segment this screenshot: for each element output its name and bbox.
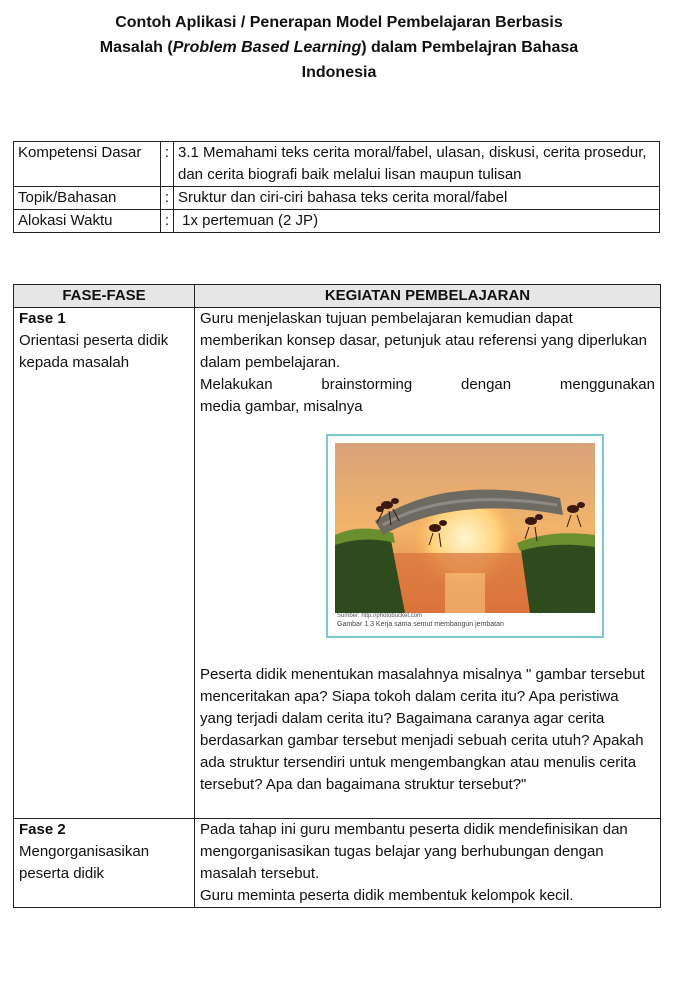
info-value: 1x pertemuan (2 JP): [174, 210, 660, 233]
phase-name: Mengorganisasikan peserta didik: [19, 843, 150, 882]
activity-paragraph: Guru meminta peserta didik membentuk kelompok kecil.: [200, 887, 574, 904]
title-line-2-pre: Masalah (: [99, 39, 173, 56]
document-title: [0, 10, 678, 85]
info-colon: :: [161, 187, 174, 210]
phase-row-1: [14, 308, 661, 819]
activity-table: [13, 284, 661, 908]
activity-paragraph: Melakukan brainstorming dengan menggunakan: [200, 376, 655, 393]
activity-header-row: [14, 285, 661, 308]
info-table: [13, 141, 660, 233]
info-label: Topik/Bahasan: [14, 187, 161, 210]
activity-paragraph: Pada tahap ini guru membantu peserta didik mendefinisikan dan mengorganisasikan tugas belajar yang berhubungan dengan masalah tersebut.: [200, 821, 628, 882]
info-label: Alokasi Waktu: [14, 210, 161, 233]
activity-cell: [195, 308, 661, 819]
header-phase: FASE-FASE: [14, 285, 195, 308]
info-colon: :: [161, 142, 174, 187]
title-line-2: [0, 35, 678, 60]
ants-bridge-image: [335, 443, 595, 613]
title-line-1: Contoh Aplikasi / Penerapan Model Pembelajaran Berbasis: [115, 14, 563, 31]
activity-paragraph: media gambar, misalnya: [200, 398, 363, 415]
info-value: 3.1 Memahami teks cerita moral/fabel, ulasan, diskusi, cerita prosedur, dan cerita biografi baik melalui lisan maupun tulisan: [174, 142, 660, 187]
info-label: Kompetensi Dasar: [14, 142, 161, 187]
phase-number: Fase 2: [19, 821, 66, 838]
activity-cell: [195, 819, 661, 908]
title-line-2-post: ) dalam Pembelajran Bahasa: [361, 39, 579, 56]
phase-number: Fase 1: [19, 310, 66, 327]
info-row-topik: [14, 187, 660, 210]
ants-bridge-figure: [326, 434, 604, 638]
info-row-alokasi: [14, 210, 660, 233]
info-value: Sruktur dan ciri-ciri bahasa teks cerita moral/fabel: [174, 187, 660, 210]
figure-caption: Gambar 1.3 Kerja sama semut membangun jembatan: [337, 621, 504, 628]
phase-cell: [14, 308, 195, 819]
activity-paragraph: Peserta didik menentukan masalahnya misalnya " gambar tersebut menceritakan apa? Siapa tokoh dalam cerita itu? Apa peristiwa yang terjadi dalam cerita itu? Bagaimana caranya agar cerita berdasarkan gambar tersebut menjadi sebuah cerita utuh? Apakah ada struktur tersendiri untuk mengembangkan atau menulis cerita tersebut? Apa dan bagaimana struktur tersebut?": [200, 666, 645, 793]
phase-name: Orientasi peserta didik kepada masalah: [19, 332, 169, 371]
phase-row-2: [14, 819, 661, 908]
info-colon: :: [161, 210, 174, 233]
header-activity: KEGIATAN PEMBELAJARAN: [195, 285, 661, 308]
figure-source: Sumber: http://photobucket.com: [337, 613, 423, 619]
phase-cell: [14, 819, 195, 908]
activity-paragraph: Guru menjelaskan tujuan pembelajaran kemudian dapat memberikan konsep dasar, petunjuk atau referensi yang diperlukan dalam pembelajaran.: [200, 310, 647, 371]
title-line-3: Indonesia: [301, 64, 377, 81]
title-line-2-italic: Problem Based Learning: [172, 39, 362, 56]
info-row-kompetensi: [14, 142, 660, 187]
